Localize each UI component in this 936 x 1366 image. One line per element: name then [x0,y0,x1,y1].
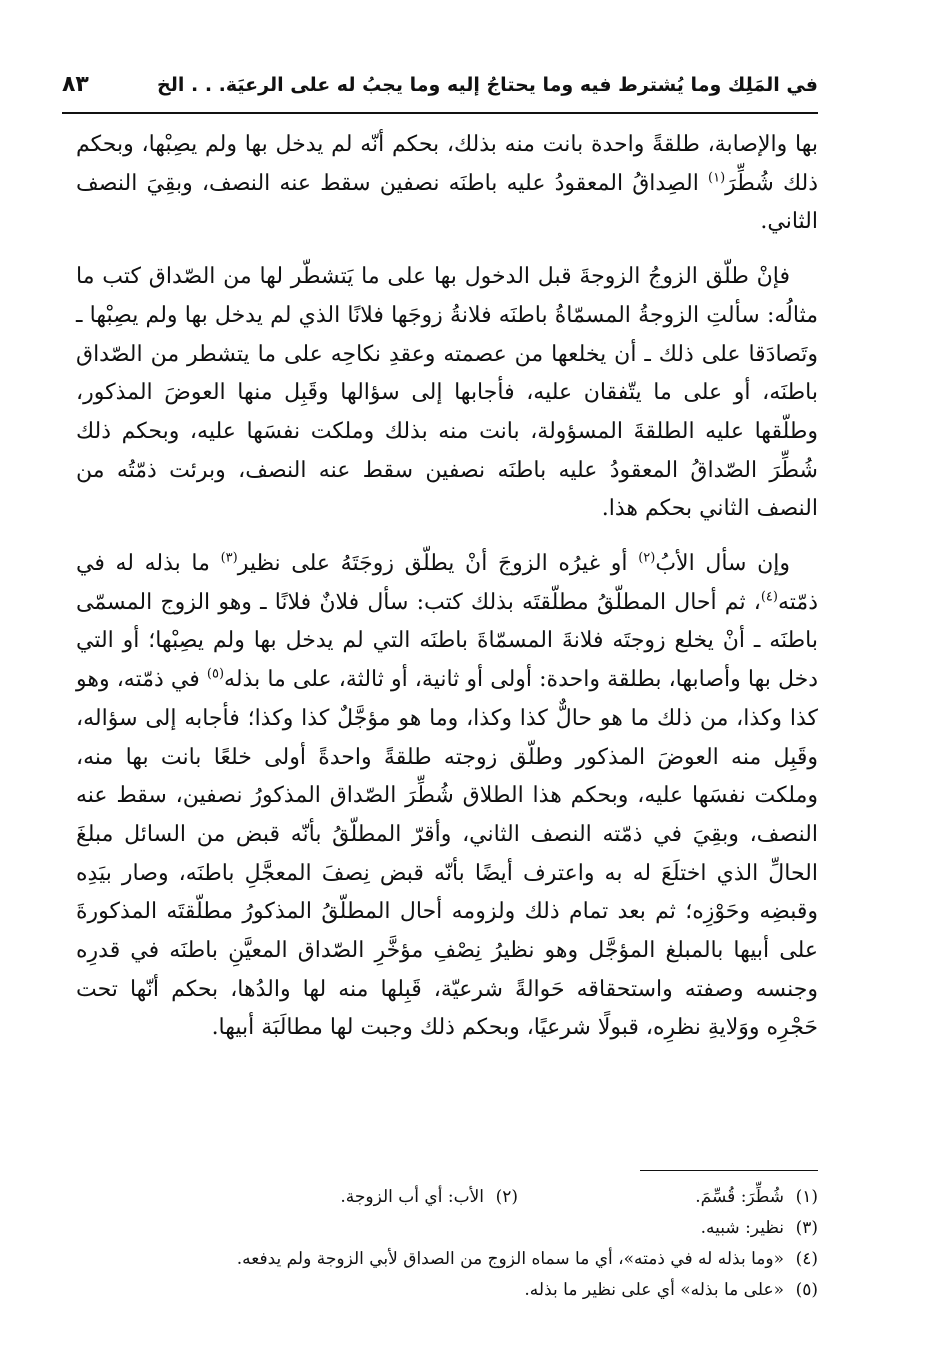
paragraph-2: فإنْ طلّق الزوجُ الزوجةَ قبل الدخول بها على ما يَتشطّر لها من الصّداق كتب ما مثالُه: سألتِ الزوجةُ المسمّاةُ باطنَه فلانةُ زوجَها فلانًا الذي لم يدخل بها ولم يصِبْها ـ وتَصادَقا على ذلك ـ أن يخلعها من عصمته وعقدِ نكاحِه على ما يتشطر من الصّداق باطنَه، أو على ما يتّفقان عليه، فأجابها إلى سؤالها وقَبِل منها العوضَ المذكور، وطلّقها عليه الطلقةَ المسؤولة، بانت منه بذلك وملكت نفسَها عليه، وبحكم ذلك شُطِّرَ الصّداقُ المعقودُ عليه باطنَه نصفين سقط عنه النصف، وبرئت ذمّتُه من النصف الثاني بحكم هذا. [76,264,818,522]
paragraph-3 [76,545,818,1048]
footnote-2 [218,1182,518,1213]
paragraph-3-text-b: أو غيرُه الزوجَ أنْ يطلّق زوجَتَهُ على نظير [237,551,639,577]
footnote-number: (٥) [795,1280,818,1300]
footnote-divider [640,1170,818,1171]
footnote-ref-3: (٣) [220,550,238,566]
footnote-ref-5: (٥) [206,666,225,682]
paragraph-3-text-d: ، ثم أحال المطلّقُ مطلّقتَه بذلك كتب: سأل فلانٌ فلانًا ـ وهو الزوج المسمّى باطنَه ـ أنْ يخلع زوجتَه فلانةَ المسمّاةَ باطنَه التي لم يدخل بها ولم يصِبْها؛ أو التي دخل بها وأصابها، بطلقة واحدة: أولى أو ثانية، أو ثالثة، على ما بذله [76,589,819,693]
footnote-row [76,1182,818,1213]
page-number: ٨٣ [62,72,89,97]
paragraph-1-text: بها والإصابة، طلقةً واحدة بانت منه بذلك، بحكم أنّه لم يدخل بها ولم يصِبْها، وبحكم ذلك شُطِّرَ [76,132,818,196]
footnote-3 [76,1213,818,1244]
paragraph-1-text-end: الصِداقُ المعقودُ عليه باطنَه نصفين سقط عنه النصف، وبقِيَ النصف الثاني. [76,170,818,235]
footnote-ref-1: (١) [708,170,726,186]
footnote-text: شُطِّرَ: قُسِّمَ. [695,1187,784,1207]
footnote-text: «وما بذله له في ذمته»، أي ما سماه الزوج من الصداق لأبي الزوجة ولم يدفعه. [236,1249,784,1269]
paragraph-3-text-e: في ذمّته، وهو كذا وكذا، من ذلك ما هو حالٌّ كذا وكذا، وما هو مؤجَّلٌ كذا وكذا؛ فأجابه إلى سؤاله، وقَبِل منه العوضَ المذكور وطلّق زوجته طلقةً واحدةً أولى خلعًا بانت بها منه، وملكت نفسَها عليه، وبحكم هذا الطلاق شُطِّرَ الصّداق المذكورُ نصفين، سقط عنه النصف، وبقِيَ في ذمّته النصف الثاني، وأقرّ المطلّقُ بأنّه قبض من السائل مبلغَ الحالِّ الذي اختلَعَ له به واعترف أيضًا بأنّه قبض نِصفَ المعجَّلِ باطنَه، وصار بيَدِه وقبضِه وحَوْزِه؛ ثم بعد تمام ذلك ولزومه أحال المطلّقُ المذكورُ مطلّقتَه المذكورةَ على أبيها بالمبلغ المؤجَّل وهو نظيرُ نِصْفِ مؤخَّرِ الصّداق المعيَّنِ باطنَه في قدرِه وجنسه وصفته واستحقاقه حَوالةً شرعيّة، قَبِلها منه لها والدُها، بحكم أنّها تحت حَجْرِه ووَلايةِ نظرِه، قبولًا شرعيًا، وبحكم ذلك وجبت لها مطالَبَة أبيها. [76,667,818,1041]
footnote-number: (٤) [795,1249,818,1269]
paragraph-3-text-c: ما بذله له في ذمّته [76,551,818,615]
footnote-4 [76,1244,818,1275]
header-title: في المَلِك وما يُشترط فيه وما يحتاجُ إليه وما يجبُ له على الرعيَة. . . الخ [157,74,818,96]
footnote-1 [518,1182,818,1213]
header-divider [62,112,818,114]
paragraph-1 [76,126,818,242]
footnote-5 [76,1275,818,1306]
footnote-text: نظير: شبيه. [700,1218,784,1238]
footnote-text: الأب: أي أب الزوجة. [340,1187,484,1207]
main-text [76,126,818,1048]
running-header [62,72,818,108]
footnote-ref-2: (٢) [638,550,656,566]
footnote-number: (١) [795,1187,818,1207]
footnotes [76,1182,818,1306]
footnote-text: «على ما بذله» أي على نظير ما بذله. [524,1280,784,1300]
footnote-number: (٢) [495,1187,518,1207]
footnote-ref-4: (٤) [760,589,778,605]
paragraph-3-text-a: وإن سأل الأبُ [655,551,790,577]
footnote-number: (٣) [795,1218,818,1238]
